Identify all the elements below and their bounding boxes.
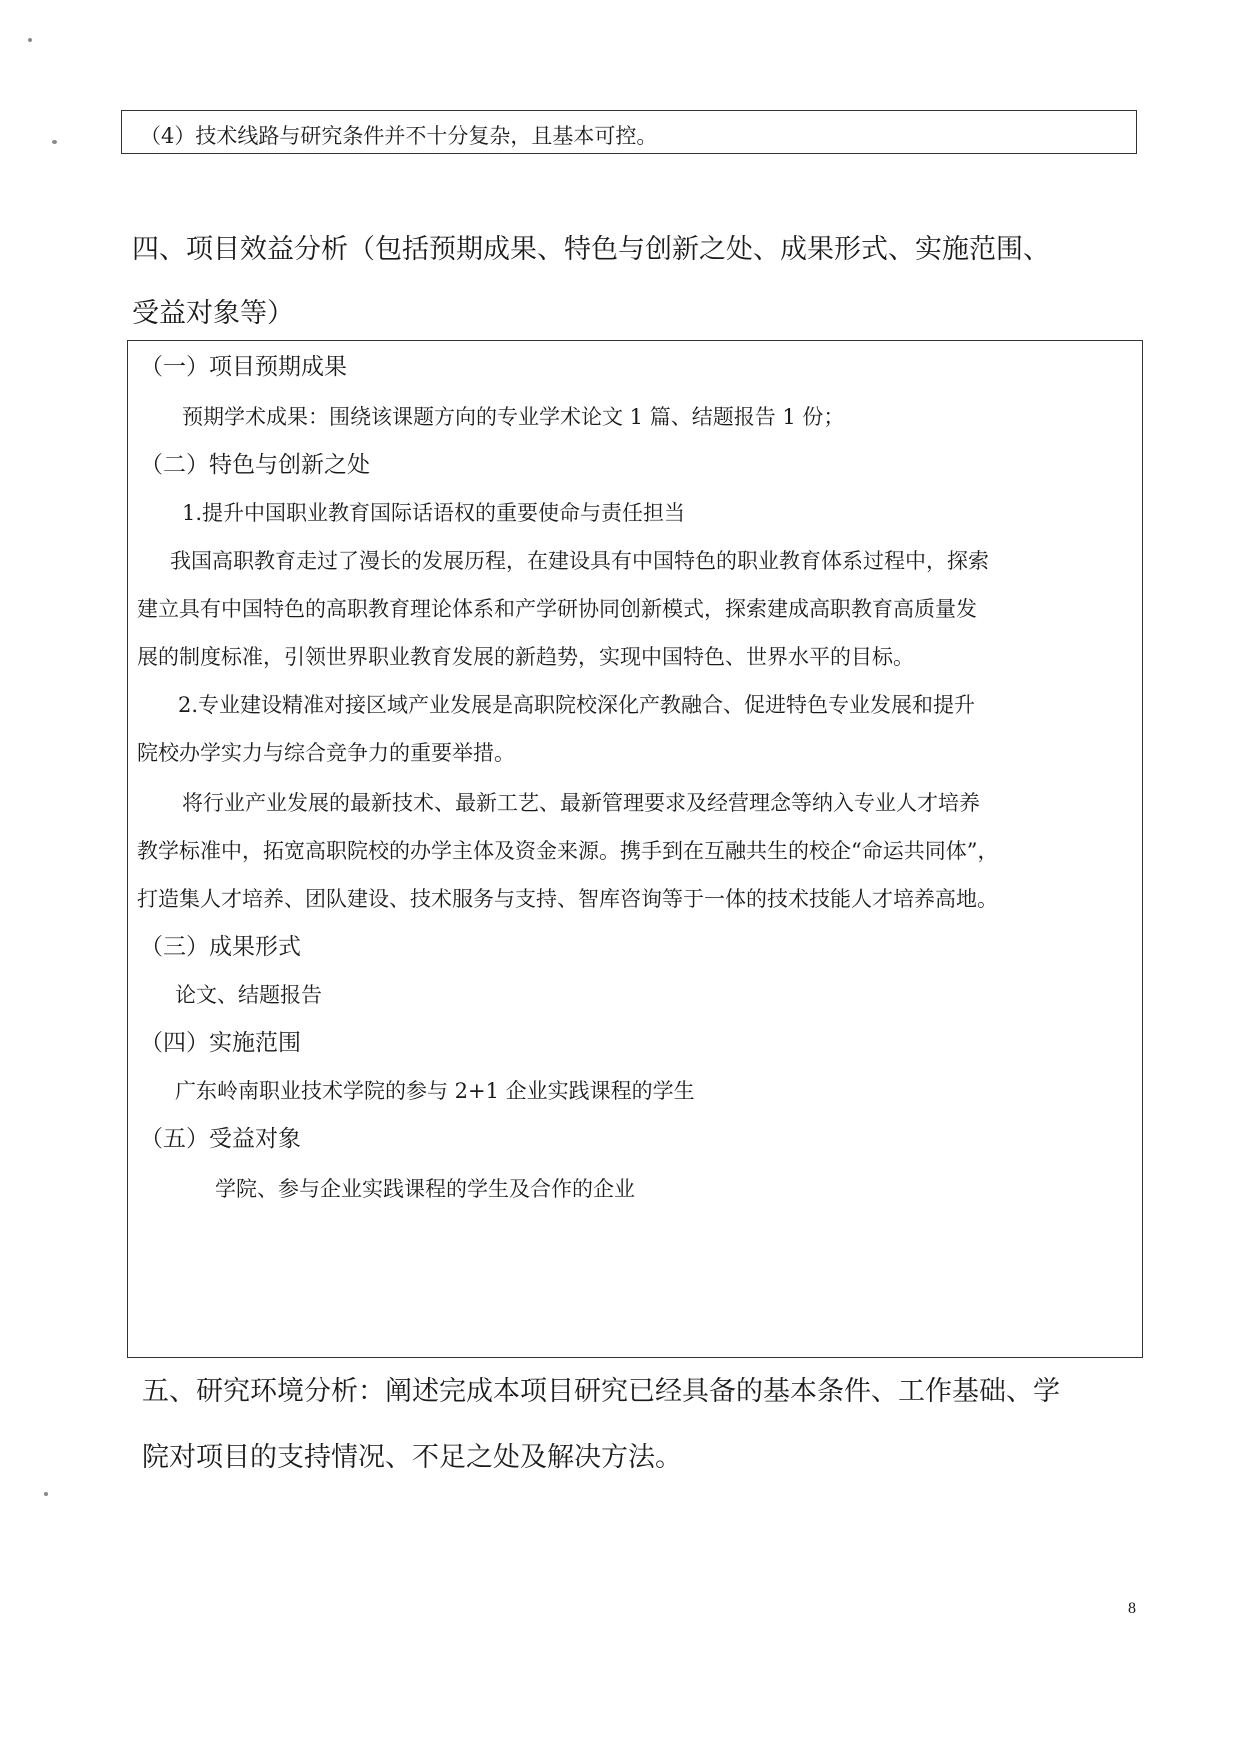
point2-title-line: 院校办学实力与综合竞争力的重要举措。 [137, 741, 515, 765]
scan-speck [52, 140, 57, 144]
point1-para-line: 建立具有中国特色的高职教育理论体系和产学研协同创新模式，探索建成高职教育高质量发 [137, 597, 977, 621]
point2-title-line: 2.专业建设精准对接区域产业发展是高职院校深化产教融合、促进特色专业发展和提升 [178, 693, 976, 717]
section4-heading-line2: 受益对象等） [132, 298, 294, 329]
point1-para-line: 我国高职教育走过了漫长的发展历程，在建设具有中国特色的职业教育体系过程中，探索 [170, 549, 989, 573]
sub3-text: 论文、结题报告 [175, 983, 322, 1007]
point1-para-line: 展的制度标准，引领世界职业教育发展的新趋势，实现中国特色、世界水平的目标。 [137, 645, 914, 669]
point2-para-line: 教学标准中，拓宽高职院校的办学主体及资金来源。携手到在互融共生的校企“命运共同体”， [137, 839, 999, 863]
sub5-text: 学院、参与企业实践课程的学生及合作的企业 [215, 1177, 635, 1201]
section5-heading-line1: 五、研究环境分析：阐述完成本项目研究已经具备的基本条件、工作基础、学 [142, 1376, 1060, 1407]
top-box-item4: （4）技术线路与研究条件并不十分复杂，且基本可控。 [140, 124, 658, 148]
sub4-text: 广东岭南职业技术学院的参与 2+1 企业实践课程的学生 [175, 1079, 695, 1103]
scan-speck [28, 38, 32, 42]
sub1-text: 预期学术成果：围绕该课题方向的专业学术论文 1 篇、结题报告 1 份； [182, 405, 845, 429]
point2-para-line: 打造集人才培养、团队建设、技术服务与支持、智库咨询等于一体的技术技能人才培养高地。 [137, 887, 998, 911]
section4-heading-line1: 四、项目效益分析（包括预期成果、特色与创新之处、成果形式、实施范围、 [132, 234, 1050, 265]
page-number: 8 [1128, 1600, 1136, 1617]
point2-para-line: 将行业产业发展的最新技术、最新工艺、最新管理要求及经营理念等纳入专业人才培养 [182, 791, 980, 815]
sub1-title: （一）项目预期成果 [140, 354, 347, 380]
sub4-title: （四）实施范围 [140, 1030, 301, 1056]
scan-speck [44, 1492, 48, 1496]
sub5-title: （五）受益对象 [140, 1126, 301, 1152]
sub3-title: （三）成果形式 [140, 934, 301, 960]
section5-heading-line2: 院对项目的支持情况、不足之处及解决方法。 [142, 1442, 682, 1473]
sub2-title: （二）特色与创新之处 [140, 452, 370, 478]
point1-title: 1.提升中国职业教育国际话语权的重要使命与责任担当 [182, 501, 686, 525]
